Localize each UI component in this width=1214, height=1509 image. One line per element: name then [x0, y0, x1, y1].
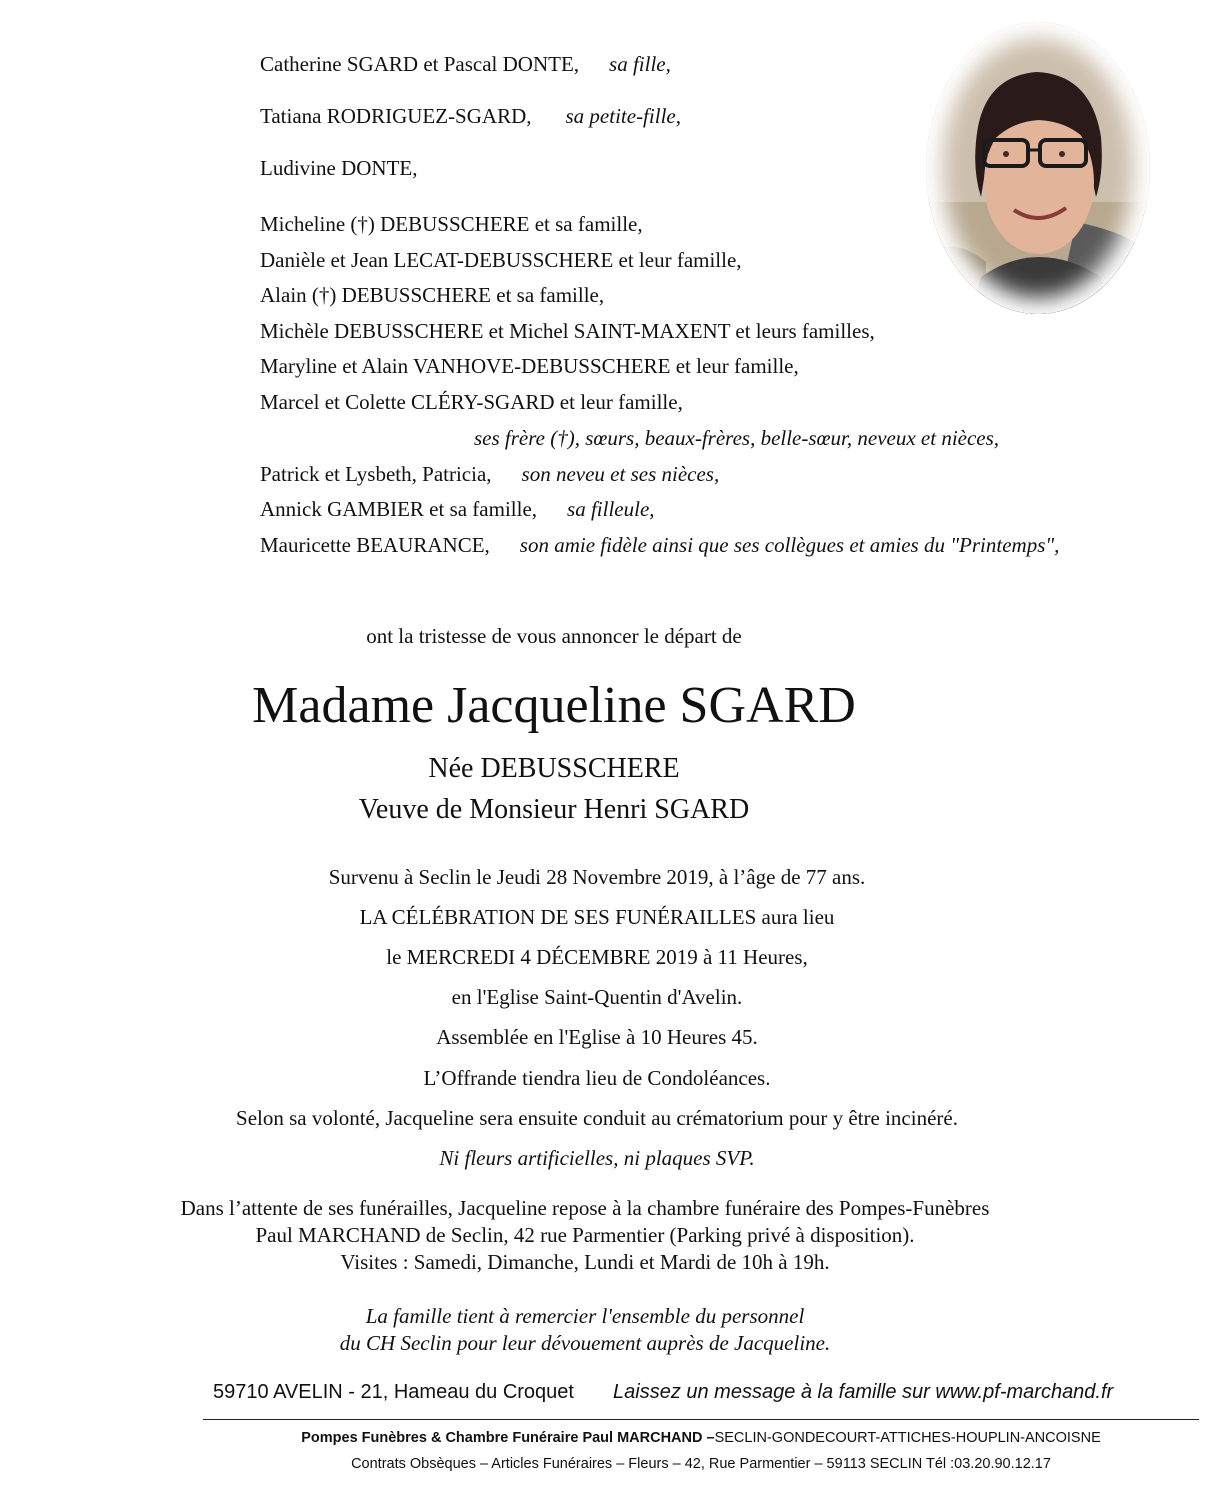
- ceremony-place: en l'Eglise Saint-Quentin d'Avelin.: [451, 985, 743, 1009]
- family-line: [260, 248, 742, 273]
- family-name: Micheline (†) DEBUSSCHERE et sa famille,: [260, 212, 643, 236]
- thanks-line: du CH Seclin pour leur dévouement auprès de Jacqueline.: [339, 1331, 831, 1355]
- repose-line: Paul MARCHAND de Seclin, 42 rue Parmentier (Parking privé à disposition).: [255, 1223, 915, 1247]
- deceased-name: Madame Jacqueline SGARD: [252, 677, 856, 734]
- family-line: [260, 319, 875, 344]
- family-name: Mauricette BEAURANCE,: [260, 533, 490, 557]
- family-name: Patrick et Lysbeth, Patricia,: [260, 462, 492, 486]
- family-line: [260, 212, 643, 237]
- family-line: [260, 283, 604, 308]
- announcement-text: ont la tristesse de vous annoncer le départ de: [366, 624, 742, 648]
- assembly-time: Assemblée en l'Eglise à 10 Heures 45.: [436, 1025, 758, 1049]
- company-line: [94, 1430, 1214, 1446]
- family-line: [260, 462, 719, 487]
- footer-divider: [203, 1419, 1199, 1420]
- family-name: Catherine SGARD et Pascal DONTE,: [260, 52, 580, 76]
- family-line: [474, 426, 999, 451]
- family-name: Ludivine DONTE,: [260, 156, 418, 180]
- cremation-note: Selon sa volonté, Jacqueline sera ensuite conduit au crématorium pour y être incinéré.: [236, 1106, 958, 1130]
- repose-line: Dans l’attente de ses funérailles, Jacqueline repose à la chambre funéraire des Pompes-Funèbres: [180, 1196, 990, 1220]
- flowers-note: Ni fleurs artificielles, ni plaques SVP.: [439, 1146, 755, 1170]
- family-line: [260, 354, 799, 379]
- ceremony-title: LA CÉLÉBRATION DE SES FUNÉRAILLES aura lieu: [359, 905, 835, 929]
- family-line: [260, 104, 681, 129]
- family-name: Danièle et Jean LECAT-DEBUSSCHERE et leur famille,: [260, 248, 742, 272]
- company-services: Contrats Obsèques – Articles Funéraires – Fleurs – 42, Rue Parmentier – 59113 SECLIN Tél :03.20.90.12.17: [351, 1456, 1051, 1472]
- family-name: Alain (†) DEBUSSCHERE et sa famille,: [260, 283, 605, 307]
- company-locations: SECLIN-GONDECOURT-ATTICHES-HOUPLIN-ANCOISNE: [714, 1430, 1101, 1446]
- family-role: ses frère (†), sœurs, beaux-frères, belle-sœur, neveux et nièces,: [474, 426, 1000, 450]
- family-name: Marcel et Colette CLÉRY-SGARD et leur famille,: [260, 390, 683, 414]
- family-role: sa filleule,: [567, 497, 655, 521]
- company-name: Pompes Funèbres & Chambre Funéraire Paul MARCHAND –: [301, 1430, 715, 1446]
- family-line: [260, 497, 655, 522]
- footer-contact: [213, 1381, 1153, 1404]
- family-line: [260, 533, 1059, 558]
- family-name: Michèle DEBUSSCHERE et Michel SAINT-MAXENT et leurs familles,: [260, 319, 875, 343]
- footer-address: 59710 AVELIN - 21, Hameau du Croquet: [213, 1381, 574, 1403]
- ceremony-date: le MERCREDI 4 DÉCEMBRE 2019 à 11 Heures,: [386, 945, 808, 969]
- family-role: son amie fidèle ainsi que ses collègues et amies du "Printemps",: [519, 533, 1060, 557]
- family-name: Maryline et Alain VANHOVE-DEBUSSCHERE et leur famille,: [260, 354, 799, 378]
- offering-note: L’Offrande tiendra lieu de Condoléances.: [423, 1066, 771, 1090]
- family-name: Tatiana RODRIGUEZ-SGARD,: [260, 104, 532, 128]
- portrait-illustration: [926, 22, 1150, 314]
- family-role: sa petite-fille,: [565, 104, 681, 128]
- widow-of: Veuve de Monsieur Henri SGARD: [358, 794, 750, 825]
- portrait-photo: [926, 22, 1150, 314]
- footer-website-message[interactable]: Laissez un message à la famille sur www.pf-marchand.fr: [613, 1381, 1114, 1403]
- family-line: [260, 156, 417, 181]
- family-role: son neveu et ses nièces,: [521, 462, 720, 486]
- visits-line: Visites : Samedi, Dimanche, Lundi et Mardi de 10h à 19h.: [340, 1250, 830, 1274]
- family-line: [260, 52, 671, 77]
- death-detail: Survenu à Seclin le Jeudi 28 Novembre 2019, à l’âge de 77 ans.: [328, 865, 866, 889]
- family-role: sa fille,: [609, 52, 671, 76]
- thanks-line: La famille tient à remercier l'ensemble du personnel: [365, 1304, 805, 1328]
- family-line: [260, 390, 683, 415]
- birth-name: Née DEBUSSCHERE: [428, 753, 680, 784]
- family-name: Annick GAMBIER et sa famille,: [260, 497, 538, 521]
